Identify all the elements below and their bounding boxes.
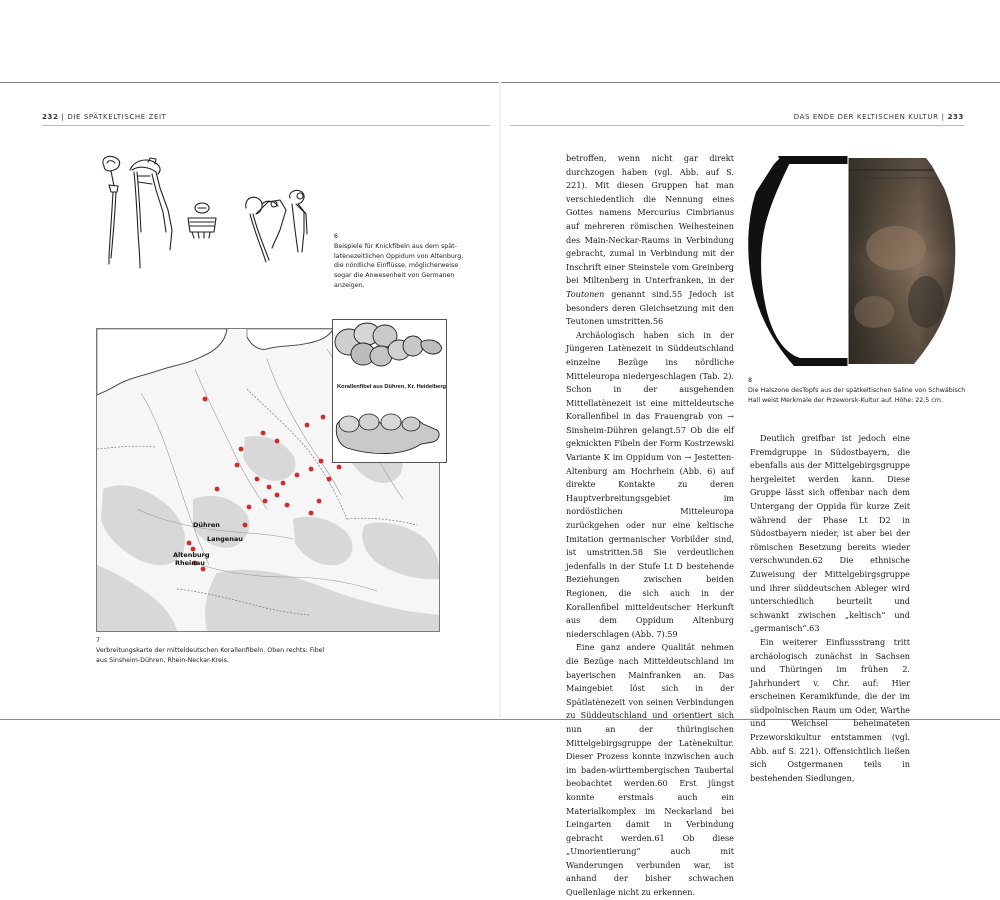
separator: |: [941, 113, 945, 121]
pot-photo-half: [848, 158, 955, 364]
map-label-duehren: Dühren: [193, 521, 220, 529]
find-spot-dot: [247, 505, 252, 510]
find-spot-dot: [243, 523, 248, 528]
paragraph: Ein weiterer Einflussstrang tritt archäologisch zunächst in Sachsen und Thüringen im frühen 2. Jahrhundert v. Chr. auf: Hier erscheinen Keramikfunde, die der im südpolnischen Raum um Oder, Warthe und Weichsel beheimateten Przeworskikultur entstammen (vgl. Abb. auf S. 221). Offensichtlich ließen sich Ostgermanen teils in bestehenden Siedlungen,: [750, 636, 910, 783]
text-column-1: [566, 152, 734, 900]
find-spot-dot: [309, 511, 314, 516]
find-spot-dot: [275, 439, 280, 444]
find-spot-dot: [267, 485, 272, 490]
paragraph-text: betroffen, wenn nicht gar direkt durchzogen haben (vgl. Abb. auf S. 221). Mit diesen Gruppen hat man verschiedentlich die Nennung eines Gottes namens Mercurius Cimbrianus auf mehreren römischen Weihesteinen des Main-Neckar-Raums in Verbindung gebracht, zumal in Verbindung mit der Inschrift einer Steinstele vom Greinberg bei Miltenberg in Unterfranken, in der: [566, 153, 734, 286]
find-spot-dot: [239, 447, 244, 452]
running-head-left-title: DIE SPÄTKELTISCHE ZEIT: [67, 113, 167, 121]
map-label-langenau: Langenau: [207, 535, 243, 543]
running-head-left: [42, 113, 167, 121]
find-spot-dot: [295, 473, 300, 478]
running-head-right-title: DAS ENDE DER KELTISCHEN KULTUR: [793, 113, 939, 121]
paragraph: [566, 152, 734, 329]
find-spot-dot: [201, 567, 206, 572]
find-spot-dot: [187, 541, 192, 546]
paragraph: Eine ganz andere Qualität nehmen die Bezüge nach Mitteldeutschland im bayerischen Mainfranken an. Das Maingebiet löst sich in der Spätlatènezeit von seinen Verbindungen zu Süddeutschland und orientiert sich nun an der thüringischen Mittelgebirgsgruppe der Latènekultur. Dieser Prozess konnte inzwischen auch im baden-württembergischen Taubertal beobachtet werden.60 Erst jüngst konnte erstmals auch ein Materialkomplex im Neckarland bei Leingarten damit in Verbindung gebracht werden.61 Ob diese „Umorientierung“ auch mit Wanderungen verbunden war, ist anhand der bisher schwachen Quellenlage nicht zu erkennen.: [566, 642, 734, 898]
find-spot-dot: [305, 423, 310, 428]
gutter: [499, 82, 501, 718]
figure-7-number: 7: [96, 637, 101, 644]
find-spot-dot: [309, 467, 314, 472]
paragraph-text-end: genannt sind.55 Jedoch ist besonders deren Gleichsetzung mit den Teutonen umstritten.56: [566, 288, 734, 327]
figure-6-number: 6: [334, 233, 339, 240]
fibula-drawing-3: [188, 203, 216, 238]
page-number-left: 232: [42, 113, 59, 121]
find-spot-dot: [255, 477, 260, 482]
map-inset-fibula: [332, 319, 447, 463]
separator: |: [61, 113, 65, 121]
find-spot-dot: [215, 487, 220, 492]
italic-term: Toutonen: [566, 288, 605, 299]
fibula-drawing-2: [130, 158, 172, 268]
find-spot-dot: [275, 493, 280, 498]
inset-label: Korallenfibel aus Dühren, Kr. Heidelberg: [337, 384, 446, 390]
figure-7-caption-text: Verbreitungskarte der mitteldeutschen Korallenfibeln. Oben rechts: Fibel aus Sinsheim-Dühren, Rhein-Neckar-Kreis.: [96, 646, 325, 664]
header-rule-left: [42, 125, 490, 126]
find-spot-dot: [321, 415, 326, 420]
running-head-right: [794, 113, 964, 121]
figure-7-caption: [96, 636, 336, 665]
page-number-right: 233: [947, 113, 964, 121]
find-spot-dot: [281, 481, 286, 486]
find-spot-dot: [285, 503, 290, 508]
header-rule-right: [510, 125, 964, 126]
find-spot-dot: [263, 499, 268, 504]
figure-8-number: 8: [748, 377, 753, 384]
find-spot-dot: [327, 477, 332, 482]
fibula-drawing-5: [290, 190, 307, 252]
pot-figure: [748, 152, 958, 370]
figure-8-caption-text: Die Halszone desTopfs aus der spätkeltischen Saline von Schwäbisch Hall weist Merkmale der Przeworsk-Kultur auf. Höhe: 22,5 cm.: [748, 386, 966, 404]
text-column-2: [750, 432, 910, 785]
find-spot-dot: [319, 459, 324, 464]
paragraph: Deutlich greifbar ist jedoch eine Fremdgruppe in Südostbayern, die ebenfalls aus der Mittelgebirgsgruppe hergeleitet werden kann. Diese Gruppe lässt sich offenbar nach dem Untergang der Oppida für kurze Zeit während der Phase Lt D2 in Südostbayern nieder, ist aber bei der römischen Besetzung bereits wieder verschwunden.62 Die ethnische Zuweisung der Mittelgebirgsgruppe und ihrer süddeutschen Ableger wird unterschiedlich beurteilt und schwankt zwischen „keltisch“ und „germanisch“.63: [750, 433, 910, 634]
pot-section-drawing: [748, 156, 848, 366]
find-spot-dot: [203, 397, 208, 402]
fibula-drawing-1: [103, 156, 120, 264]
find-spot-dot: [261, 431, 266, 436]
find-spot-dot: [317, 499, 322, 504]
fibula-drawing-4: [246, 197, 286, 262]
map-label-rheinau: Rheinau: [175, 559, 205, 567]
paragraph: Archäologisch haben sich in der Jüngeren Latènezeit in Süddeutschland einzelne Bezüge ins nördliche Mitteleuropa niedergeschlagen (Tab. 2). Schon in der ausgehenden Mittellatènezeit ist eine mitteldeutsche Korallenfibel in das Frauengrab von → Sinsheim-Dühren gelangt.57 Ob die elf geknickten Fibeln der Form Kostrzewski Variante K im Oppidum von → Jestetten-Altenburg am Hochrhein (Abb. 6) auf direkte Kontakte zu deren Hauptverbreitungsgebiet im nordöstlichen Mitteleuropa zurückgehen oder nur eine keltische Imitation germanischer Vorbilder sind, ist umstritten.58 Sie verdeutlichen jedenfalls in der Stufe Lt D bestehende Beziehungen zwischen beiden Regionen, die sich auch in der Korallenfibel mitteldeutscher Herkunft aus dem Oppidum Altenburg niederschlagen (Abb. 7).59: [566, 329, 734, 639]
find-spot-dot: [235, 463, 240, 468]
fibula-drawings: [90, 152, 320, 292]
find-spot-dot: [337, 465, 342, 470]
figure-6-caption: [334, 232, 474, 291]
figure-8-caption: [748, 376, 968, 405]
map-label-altenburg: Altenburg: [173, 551, 210, 559]
inset-svg: [333, 320, 446, 462]
figure-6-caption-text: Beispiele für Knickfibeln aus dem spät-latènezeitlichen Oppidum von Altenburg, die nördliche Einflüsse, möglicherweise sogar die Anwesenheit von Germanen anzeigen.: [334, 242, 464, 289]
